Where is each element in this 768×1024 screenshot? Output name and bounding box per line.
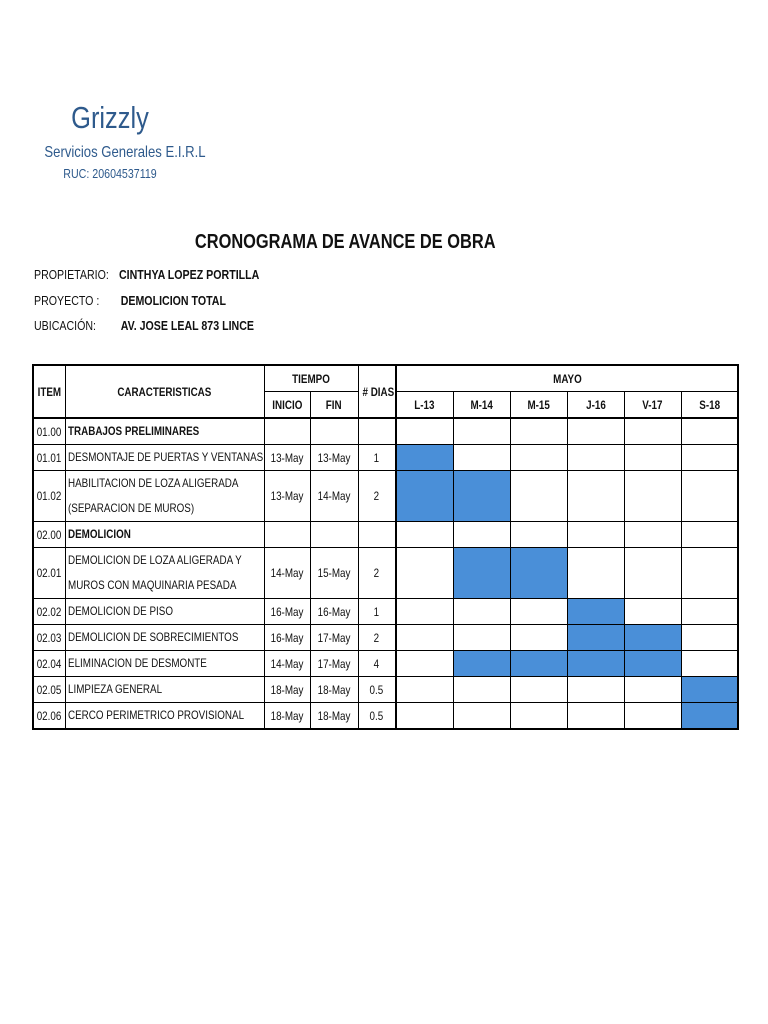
days-count: 2: [358, 548, 396, 599]
start-date: 18-May: [264, 677, 310, 703]
start-date: [264, 418, 310, 445]
gantt-empty-cell: [624, 703, 681, 730]
end-date: 17-May: [310, 625, 358, 651]
item-description: HABILITACION DE LOZA ALIGERADA (SEPARACION DE MUROS): [65, 471, 264, 522]
table-row: [33, 418, 738, 445]
header-end: FIN: [310, 392, 358, 419]
gantt-empty-cell: [396, 418, 453, 445]
item-code: 02.01: [33, 548, 65, 599]
item-description: TRABAJOS PRELIMINARES: [65, 418, 264, 445]
gantt-empty-cell: [453, 599, 510, 625]
item-code: 02.04: [33, 651, 65, 677]
header-day: J-16: [567, 392, 624, 419]
start-date: 14-May: [264, 651, 310, 677]
logo-ruc: RUC: 20604537119: [63, 166, 157, 181]
start-date: [264, 522, 310, 548]
gantt-empty-cell: [453, 445, 510, 471]
gantt-bar-cell: [681, 703, 738, 730]
gantt-empty-cell: [396, 677, 453, 703]
gantt-empty-cell: [396, 548, 453, 599]
gantt-empty-cell: [567, 522, 624, 548]
gantt-empty-cell: [681, 599, 738, 625]
start-date: 13-May: [264, 445, 310, 471]
gantt-empty-cell: [567, 677, 624, 703]
gantt-bar-cell: [453, 471, 510, 522]
gantt-bar-cell: [510, 651, 567, 677]
days-count: 0.5: [358, 677, 396, 703]
table-row: [33, 522, 738, 548]
gantt-empty-cell: [453, 677, 510, 703]
gantt-empty-cell: [510, 677, 567, 703]
item-description: LIMPIEZA GENERAL: [65, 677, 264, 703]
header-day: L-13: [396, 392, 453, 419]
gantt-empty-cell: [567, 445, 624, 471]
start-date: 13-May: [264, 471, 310, 522]
gantt-empty-cell: [396, 599, 453, 625]
start-date: 16-May: [264, 599, 310, 625]
days-count: [358, 522, 396, 548]
gantt-bar-cell: [681, 677, 738, 703]
owner-row: [34, 268, 259, 282]
item-description: DEMOLICION DE SOBRECIMIENTOS: [65, 625, 264, 651]
schedule-table: [32, 364, 739, 730]
gantt-empty-cell: [624, 522, 681, 548]
end-date: 15-May: [310, 548, 358, 599]
gantt-empty-cell: [510, 471, 567, 522]
header-item: ITEM: [33, 365, 65, 418]
item-code: 01.01: [33, 445, 65, 471]
gantt-empty-cell: [567, 703, 624, 730]
gantt-bar-cell: [453, 548, 510, 599]
gantt-bar-cell: [567, 651, 624, 677]
gantt-bar-cell: [567, 599, 624, 625]
gantt-bar-cell: [624, 625, 681, 651]
days-count: [358, 418, 396, 445]
item-description: DESMONTAJE DE PUERTAS Y VENTANAS: [65, 445, 264, 471]
gantt-empty-cell: [510, 703, 567, 730]
gantt-empty-cell: [396, 522, 453, 548]
gantt-empty-cell: [681, 625, 738, 651]
gantt-bar-cell: [567, 625, 624, 651]
owner-label: PROPIETARIO:: [34, 268, 109, 282]
gantt-empty-cell: [624, 471, 681, 522]
header-day: V-17: [624, 392, 681, 419]
header-day: M-15: [510, 392, 567, 419]
project-row: [34, 294, 226, 308]
gantt-empty-cell: [453, 703, 510, 730]
gantt-empty-cell: [396, 625, 453, 651]
gantt-bar-cell: [624, 651, 681, 677]
days-count: 2: [358, 471, 396, 522]
end-date: 18-May: [310, 677, 358, 703]
header-start: INICIO: [264, 392, 310, 419]
days-count: 1: [358, 599, 396, 625]
days-count: 1: [358, 445, 396, 471]
item-code: 02.03: [33, 625, 65, 651]
gantt-empty-cell: [681, 445, 738, 471]
item-code: 02.02: [33, 599, 65, 625]
schedule-body: [33, 418, 738, 729]
header-days: # DIAS: [358, 365, 396, 418]
gantt-empty-cell: [567, 418, 624, 445]
table-row: [33, 471, 738, 522]
item-code: 02.06: [33, 703, 65, 730]
header-day: S-18: [681, 392, 738, 419]
location-label: UBICACIÓN:: [34, 319, 96, 333]
gantt-empty-cell: [624, 445, 681, 471]
table-row: [33, 599, 738, 625]
gantt-empty-cell: [681, 651, 738, 677]
gantt-bar-cell: [453, 651, 510, 677]
gantt-empty-cell: [624, 548, 681, 599]
table-row: [33, 651, 738, 677]
owner-value: CINTHYA LOPEZ PORTILLA: [119, 268, 260, 282]
logo-name: Grizzly: [71, 100, 149, 135]
item-code: 01.00: [33, 418, 65, 445]
gantt-empty-cell: [396, 703, 453, 730]
start-date: 18-May: [264, 703, 310, 730]
gantt-empty-cell: [396, 651, 453, 677]
item-code: 02.00: [33, 522, 65, 548]
gantt-empty-cell: [681, 471, 738, 522]
gantt-empty-cell: [624, 677, 681, 703]
item-code: 02.05: [33, 677, 65, 703]
item-description: CERCO PERIMETRICO PROVISIONAL: [65, 703, 264, 730]
item-description: DEMOLICION DE PISO: [65, 599, 264, 625]
end-date: [310, 418, 358, 445]
end-date: 16-May: [310, 599, 358, 625]
gantt-empty-cell: [453, 522, 510, 548]
gantt-bar-cell: [396, 445, 453, 471]
gantt-empty-cell: [624, 599, 681, 625]
header-features: CARACTERISTICAS: [65, 365, 264, 418]
gantt-empty-cell: [681, 548, 738, 599]
gantt-bar-cell: [396, 471, 453, 522]
gantt-empty-cell: [510, 522, 567, 548]
item-code: 01.02: [33, 471, 65, 522]
header-time: TIEMPO: [264, 365, 358, 392]
gantt-empty-cell: [510, 418, 567, 445]
end-date: 13-May: [310, 445, 358, 471]
end-date: [310, 522, 358, 548]
gantt-empty-cell: [453, 625, 510, 651]
gantt-empty-cell: [681, 418, 738, 445]
gantt-empty-cell: [624, 418, 681, 445]
header-month: MAYO: [396, 365, 738, 392]
start-date: 16-May: [264, 625, 310, 651]
item-description: DEMOLICION DE LOZA ALIGERADA Y MUROS CON MAQUINARIA PESADA: [65, 548, 264, 599]
table-row: [33, 625, 738, 651]
days-count: 4: [358, 651, 396, 677]
item-description: DEMOLICION: [65, 522, 264, 548]
gantt-bar-cell: [510, 548, 567, 599]
gantt-empty-cell: [567, 548, 624, 599]
project-value: DEMOLICION TOTAL: [120, 294, 226, 308]
location-row: [34, 319, 254, 333]
end-date: 14-May: [310, 471, 358, 522]
location-value: AV. JOSE LEAL 873 LINCE: [120, 319, 254, 333]
end-date: 17-May: [310, 651, 358, 677]
days-count: 2: [358, 625, 396, 651]
page-title: CRONOGRAMA DE AVANCE DE OBRA: [194, 231, 496, 253]
end-date: 18-May: [310, 703, 358, 730]
table-row: [33, 703, 738, 730]
header-day: M-14: [453, 392, 510, 419]
table-row: [33, 677, 738, 703]
item-description: ELIMINACION DE DESMONTE: [65, 651, 264, 677]
logo-subtitle: Servicios Generales E.I.R.L: [44, 144, 206, 161]
company-logo: [30, 100, 206, 181]
gantt-empty-cell: [510, 445, 567, 471]
gantt-empty-cell: [510, 599, 567, 625]
gantt-empty-cell: [510, 625, 567, 651]
table-row: [33, 548, 738, 599]
table-row: [33, 445, 738, 471]
start-date: 14-May: [264, 548, 310, 599]
project-label: PROYECTO :: [34, 294, 100, 308]
gantt-empty-cell: [453, 418, 510, 445]
gantt-empty-cell: [681, 522, 738, 548]
gantt-empty-cell: [567, 471, 624, 522]
days-count: 0.5: [358, 703, 396, 730]
